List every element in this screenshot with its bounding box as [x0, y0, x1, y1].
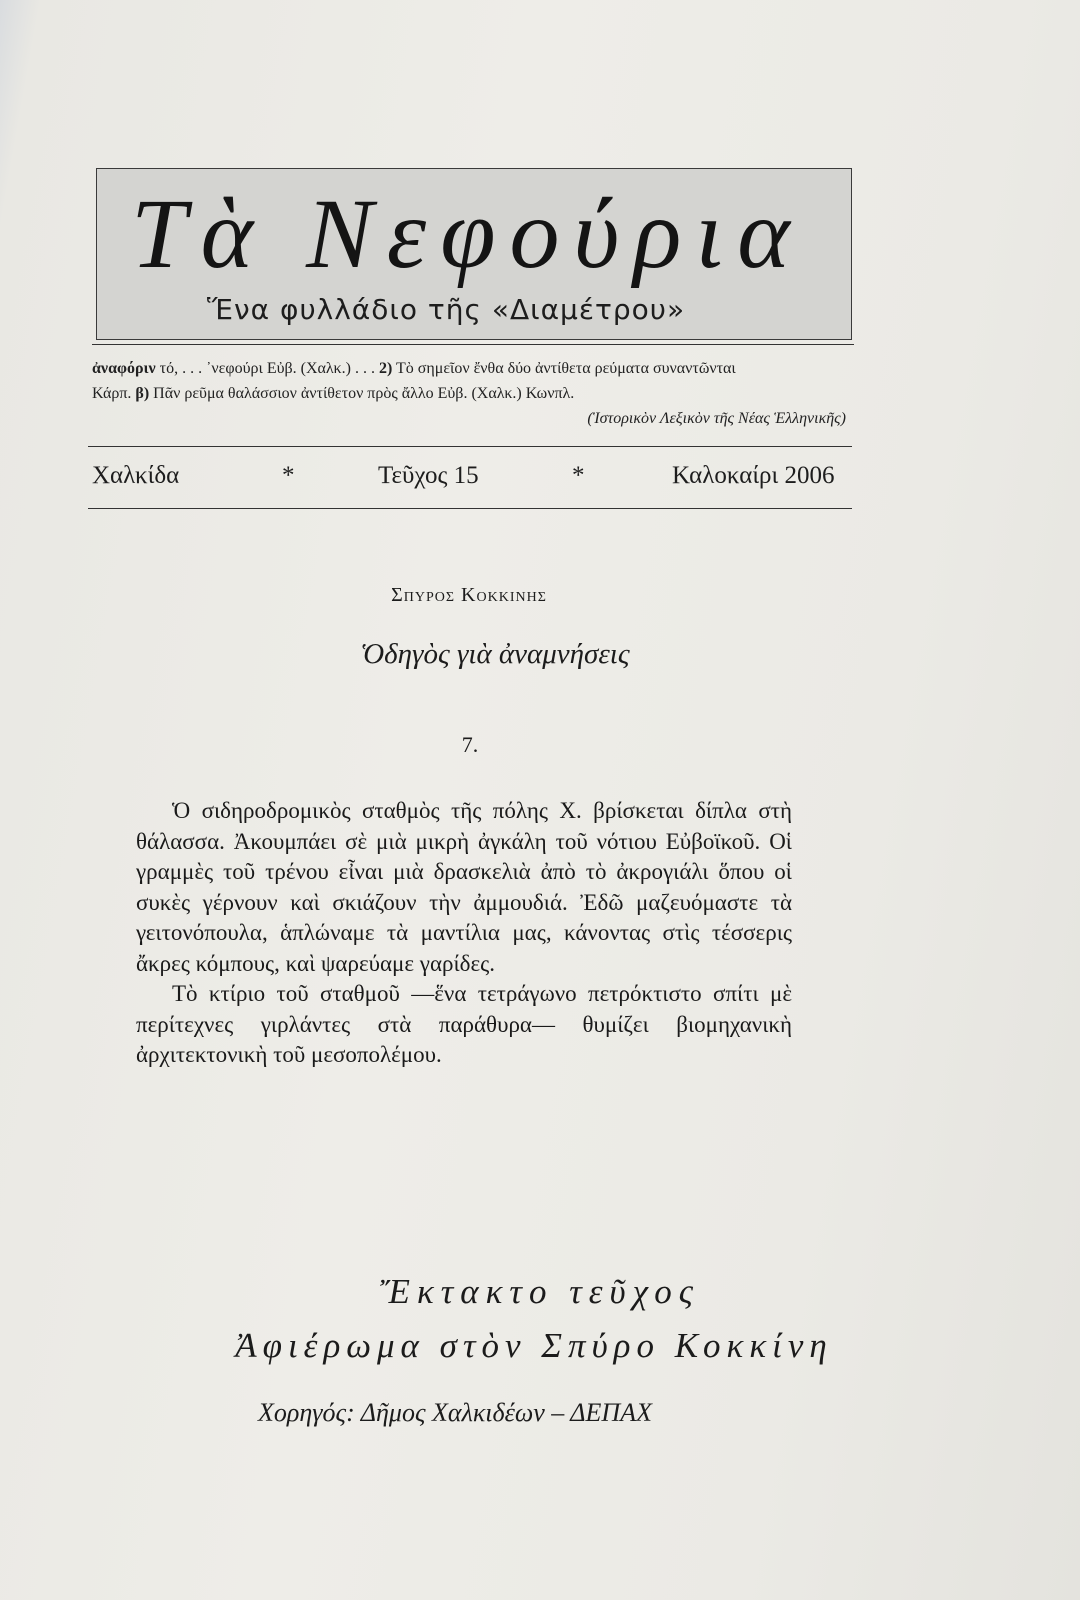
epigraph — [92, 356, 854, 431]
issue-season: Καλοκαίρι 2006 — [672, 462, 835, 489]
issue-rule-bottom — [88, 508, 852, 509]
article-title: Ὁδηγὸς γιὰ ἀναμνήσεις — [360, 638, 630, 670]
sponsor-line: Χορηγός: Δῆμος Χαλκιδέων – ΔΕΠΑΧ — [258, 1398, 652, 1427]
masthead-subtitle: Ἕνα φυλλάδιο τῆς «Διαμέτρου» — [207, 293, 686, 326]
article-author: Σπυρος Κοκκινης — [391, 584, 547, 606]
issue-place: Χαλκίδα — [92, 462, 180, 489]
paragraph: Ὁ σιδηροδρομικὸς σταθμὸς τῆς πόλης Χ. βρίσκεται δίπλα στὴ θάλασσα. Ἀκουμπάει σὲ μιὰ μικρὴ ἀγκάλη τοῦ νότιου Εὐβοϊκοῦ. Οἱ γραμμὲς τοῦ τρένου εἶναι μιὰ δρασκελιὰ ἀπὸ τὸ ἀκρογιάλι ὅπου οἱ συκὲς γέρνουν καὶ σκιάζουν τὴν ἀμμουδιά. Ἐδῶ μαζευόμαστε τὰ γειτονόπουλα, ἁπλώναμε τὰ μαντίλια μας, κάνοντας στὶς τέσσερις ἄκρες κόμπους, καὶ ψαρεύαμε γαρίδες. — [136, 798, 792, 976]
tribute-heading: Ἀφιέρωμα στὸν Σπύρο Κοκκίνη — [235, 1326, 833, 1365]
article-body — [136, 796, 792, 1071]
epigraph-line-2 — [92, 381, 854, 406]
epigraph-text: Τὸ σημεῖον ἔνθα δύο ἀντίθετα ρεύματα συναντῶνται — [392, 360, 736, 377]
section-number: 7. — [461, 732, 479, 757]
issue-rule-top — [88, 446, 852, 447]
epigraph-text: Κάρπ. — [92, 385, 136, 402]
epigraph-headword: ἀναφόριν — [92, 360, 156, 377]
issue-info — [92, 462, 852, 498]
special-issue-heading: Ἔκτακτο τεῦχος — [380, 1272, 700, 1311]
epigraph-number: 2) — [378, 360, 393, 377]
epigraph-number: β) — [135, 385, 150, 402]
separator-icon: * — [572, 462, 585, 489]
epigraph-text: τό, . . . ᾿νεφούρι Εὐβ. (Χαλκ.) . . . — [155, 360, 379, 377]
paragraph: Τὸ κτίριο τοῦ σταθμοῦ —ἕνα τετράγωνο πετρόκτιστο σπίτι μὲ περίτεχνες γιρλάντες στὰ παράθυρα— θυμίζει βιομηχανικὴ ἀρχιτεκτονικὴ τοῦ μεσοπολέμου. — [136, 981, 792, 1067]
masthead-rule — [92, 344, 854, 345]
epigraph-text: Πᾶν ρεῦμα θαλάσσιον ἀντίθετον πρὸς ἄλλο Εὐβ. (Χαλκ.) Κωνπλ. — [149, 385, 575, 402]
issue-number: Τεῦχος 15 — [378, 462, 479, 489]
epigraph-source: (Ἱστορικὸν Λεξικὸν τῆς Νέας Ἑλληνικῆς) — [587, 410, 846, 427]
epigraph-line-1 — [92, 356, 854, 381]
masthead-box — [96, 168, 852, 340]
separator-icon: * — [282, 462, 295, 489]
masthead-title: Τὰ Νεφούρια — [131, 178, 804, 289]
